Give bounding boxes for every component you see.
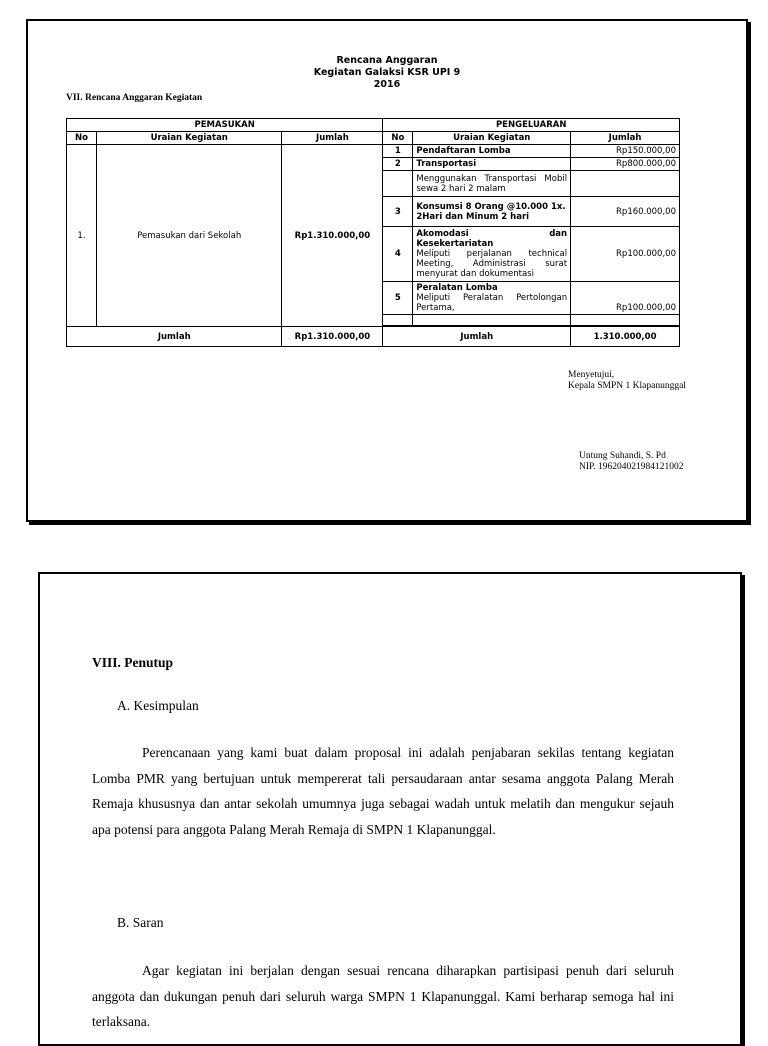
expense-jumlah: Rp160.000,00 <box>571 197 680 227</box>
expense-title: Pendaftaran Lomba <box>413 145 571 158</box>
expense-title: Peralatan Lomba <box>416 283 498 293</box>
col-uraian: Uraian Kegiatan <box>96 132 282 145</box>
budget-page <box>26 19 748 522</box>
title-line-3: 2016 <box>373 79 401 90</box>
signatory-name: Untung Suhandi, S. Pd <box>579 451 666 461</box>
expense-no: 2 <box>383 158 413 171</box>
col-jumlah: Jumlah <box>282 132 383 145</box>
expense-jumlah: Rp150.000,00 <box>571 145 680 158</box>
expense-desc: Meliputi Peralatan Pertolongan Pertama, <box>416 293 568 313</box>
title-line-1: Rencana Anggaran <box>336 55 438 66</box>
signatory-nip: NIP. 196204021984121002 <box>579 462 684 472</box>
col-uraian: Uraian Kegiatan <box>413 132 571 145</box>
paragraph-kesimpulan: Perencanaan yang kami buat dalam proposal ini adalah penjabaran sekilas tentang kegiatan Lomba PMR yang bertujuan untuk mempererat tali persaudaraan antar sesama anggota Palang Merah Remaja khususnya dan antar sekolah umumnya juga sebagai wadah untuk melatih dan mengukur sejauh apa potensi para anggota Palang Merah Remaja di SMPN 1 Klapanunggal. <box>92 745 674 837</box>
approval-position: Kepala SMPN 1 Klapanunggal <box>568 381 686 391</box>
paragraph-saran: Agar kegiatan ini berjalan dengan sesuai rencana diharapkan partisipasi penuh dari seluruh anggota dan dukungan penuh dari seluruh warga SMPN 1 Klapanunggal. Kami berharap semoga hal ini terlaksana. <box>92 963 674 1029</box>
approval-label: Menyetujui, <box>568 370 615 380</box>
expense-no: 3 <box>383 197 413 227</box>
expense-desc: Meliputi perjalanan technical Meeting, Administrasi surat menyurat dan dokumentasi <box>416 249 568 279</box>
empty-cell <box>571 171 680 197</box>
title-line-2: Kegiatan Galaksi KSR UPI 9 <box>313 67 461 78</box>
col-no: No <box>67 132 97 145</box>
expense-title: Transportasi <box>413 158 571 171</box>
subheading-kesimpulan: A. Kesimpulan <box>117 698 199 713</box>
expense-title: Konsumsi 8 Orang @10.000 1x. 2Hari dan Minum 2 hari <box>413 197 571 227</box>
title-block <box>28 55 746 91</box>
empty-cell <box>383 315 413 326</box>
closing-page <box>38 572 742 1046</box>
expense-jumlah: Rp800.000,00 <box>571 158 680 171</box>
approval-block <box>568 370 686 392</box>
income-no: 1. <box>67 145 97 327</box>
budget-table <box>66 118 680 347</box>
expense-cell <box>413 282 571 315</box>
expense-no: 5 <box>383 282 413 315</box>
expense-desc: Menggunakan Transportasi Mobil sewa 2 hari 2 malam <box>413 171 571 197</box>
col-jumlah: Jumlah <box>571 132 680 145</box>
total-label: Jumlah <box>383 327 571 347</box>
total-expense: 1.310.000,00 <box>571 327 680 347</box>
expense-title: Akomodasi dan Kesekertariatan <box>416 229 568 249</box>
total-income: Rp1.310.000,00 <box>282 327 383 347</box>
income-jumlah: Rp1.310.000,00 <box>282 145 383 327</box>
expense-jumlah: Rp100.000,00 <box>571 227 680 282</box>
expense-cell <box>413 227 571 282</box>
empty-cell <box>383 171 413 197</box>
expense-jumlah: Rp100.000,00 <box>571 282 680 315</box>
total-label: Jumlah <box>67 327 282 347</box>
closing-heading: VIII. Penutup <box>92 655 174 670</box>
pengeluaran-header: PENGELUARAN <box>383 119 680 132</box>
income-uraian: Pemasukan dari Sekolah <box>96 145 282 327</box>
section-heading: VII. Rencana Anggaran Kegiatan <box>66 93 203 103</box>
col-no: No <box>383 132 413 145</box>
empty-cell <box>413 315 571 326</box>
subheading-saran: B. Saran <box>117 915 164 930</box>
signatory-block <box>579 451 684 473</box>
empty-cell <box>571 315 680 326</box>
pemasukan-header: PEMASUKAN <box>67 119 383 132</box>
expense-no: 1 <box>383 145 413 158</box>
expense-no: 4 <box>383 227 413 282</box>
